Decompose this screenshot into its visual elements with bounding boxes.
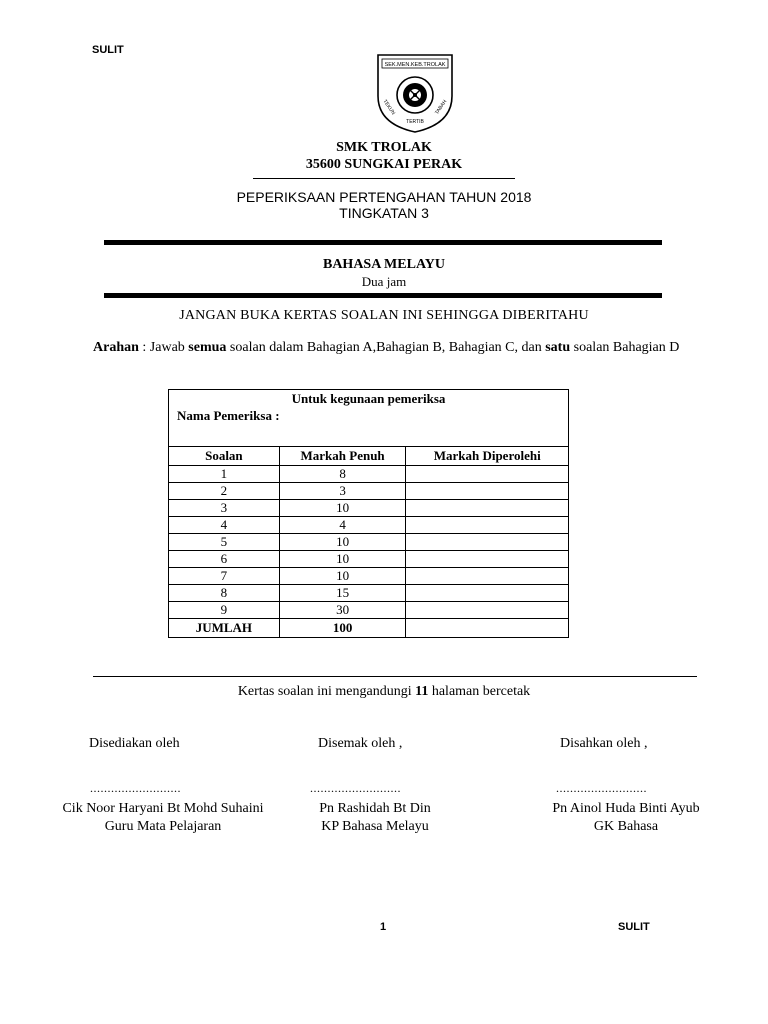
full-marks: 10 — [279, 500, 406, 517]
instruction-text: soalan Bahagian D — [570, 340, 680, 355]
full-marks: 10 — [279, 551, 406, 568]
full-marks: 4 — [279, 517, 406, 534]
table-row — [169, 551, 569, 568]
signatory-title: GK Bahasa — [593, 819, 659, 834]
question-number: 5 — [169, 534, 280, 551]
instruction-text: soalan dalam Bahagian A,Bahagian B, Bahagian C, dan — [226, 340, 546, 355]
signature-line: .......................... — [310, 781, 401, 795]
marks-obtained-cell — [406, 500, 569, 517]
question-number: 2 — [169, 483, 280, 500]
page-count-note — [0, 684, 768, 700]
question-number: 1 — [169, 466, 280, 483]
svg-text:TERTIB: TERTIB — [406, 119, 424, 125]
instruction-text: : Jawab — [138, 340, 189, 355]
school-address: 35600 SUNGKAI PERAK — [305, 157, 463, 172]
question-number: 6 — [169, 551, 280, 568]
instructions — [93, 339, 683, 357]
signature-line: .......................... — [556, 781, 647, 795]
instruction-emphasis-all: semua — [188, 340, 227, 355]
signatory-title: KP Bahasa Melayu — [321, 819, 429, 834]
column-header: Soalan — [169, 447, 280, 466]
table-row — [169, 517, 569, 534]
column-header: Markah Diperolehi — [406, 447, 569, 466]
full-marks: 30 — [279, 602, 406, 619]
table-title: Untuk kegunaan pemeriksa — [169, 390, 569, 409]
question-number: 7 — [169, 568, 280, 585]
exam-title: PEPERIKSAAN PERTENGAHAN TAHUN 2018 — [236, 189, 532, 205]
divider — [253, 178, 515, 179]
page-number: 1 — [380, 921, 387, 933]
classification-top: SULIT — [92, 44, 124, 56]
full-marks: 10 — [279, 568, 406, 585]
page-count-value: 11 — [415, 684, 429, 699]
signature-role-checked: Disemak oleh , — [318, 736, 403, 751]
signature-line: .......................... — [90, 781, 181, 795]
marks-obtained-cell — [406, 602, 569, 619]
signature-role-prepared: Disediakan oleh — [89, 736, 180, 751]
signatory-name: Pn Ainol Huda Binti Ayub — [552, 801, 700, 816]
table-row — [169, 602, 569, 619]
table-row — [169, 534, 569, 551]
full-marks: 8 — [279, 466, 406, 483]
marks-obtained-cell — [406, 534, 569, 551]
signatory-name: Cik Noor Haryani Bt Mohd Suhaini — [62, 801, 264, 816]
marks-obtained-cell — [406, 466, 569, 483]
question-number: 9 — [169, 602, 280, 619]
instruction-emphasis-one: satu — [545, 340, 571, 355]
svg-text:SEK.MEN.KEB.TROLAK: SEK.MEN.KEB.TROLAK — [384, 62, 446, 68]
marks-obtained-cell — [406, 483, 569, 500]
table-row — [169, 585, 569, 602]
svg-text:TEKUN: TEKUN — [381, 98, 397, 117]
page-count-text: halaman bercetak — [428, 684, 531, 699]
question-number: 3 — [169, 500, 280, 517]
signatory-title: Guru Mata Pelajaran — [104, 819, 222, 834]
total-obtained-cell — [406, 619, 569, 638]
column-header: Markah Penuh — [279, 447, 406, 466]
total-value: 100 — [279, 619, 406, 638]
examiner-name-field: Nama Pemeriksa : — [169, 408, 569, 447]
page-count-text: Kertas soalan ini mengandungi — [237, 684, 416, 699]
subject-title: BAHASA MELAYU — [322, 257, 445, 272]
signatory-name: Pn Rashidah Bt Din — [319, 801, 431, 816]
total-row — [169, 619, 569, 638]
total-label: JUMLAH — [169, 619, 280, 638]
signature-role-approved: Disahkan oleh , — [560, 736, 648, 751]
exam-duration: Dua jam — [361, 274, 407, 289]
svg-text:TABAH: TABAH — [434, 99, 449, 116]
question-number: 4 — [169, 517, 280, 534]
thick-divider-top — [104, 240, 662, 245]
thick-divider-bottom — [104, 293, 662, 298]
table-row — [169, 483, 569, 500]
question-number: 8 — [169, 585, 280, 602]
instruction-label: Arahan — [93, 340, 139, 355]
marks-obtained-cell — [406, 517, 569, 534]
full-marks: 15 — [279, 585, 406, 602]
marks-obtained-cell — [406, 585, 569, 602]
full-marks: 3 — [279, 483, 406, 500]
warning-text: JANGAN BUKA KERTAS SOALAN INI SEHINGGA DIBERITAHU — [179, 308, 589, 323]
table-row — [169, 500, 569, 517]
marks-table — [168, 389, 569, 638]
school-name: SMK TROLAK — [336, 140, 432, 155]
classification-bottom: SULIT — [618, 921, 650, 933]
school-logo — [366, 52, 464, 134]
table-row — [169, 568, 569, 585]
marks-obtained-cell — [406, 551, 569, 568]
exam-form: TINGKATAN 3 — [339, 205, 429, 221]
divider — [93, 676, 697, 677]
full-marks: 10 — [279, 534, 406, 551]
table-row — [169, 466, 569, 483]
marks-obtained-cell — [406, 568, 569, 585]
